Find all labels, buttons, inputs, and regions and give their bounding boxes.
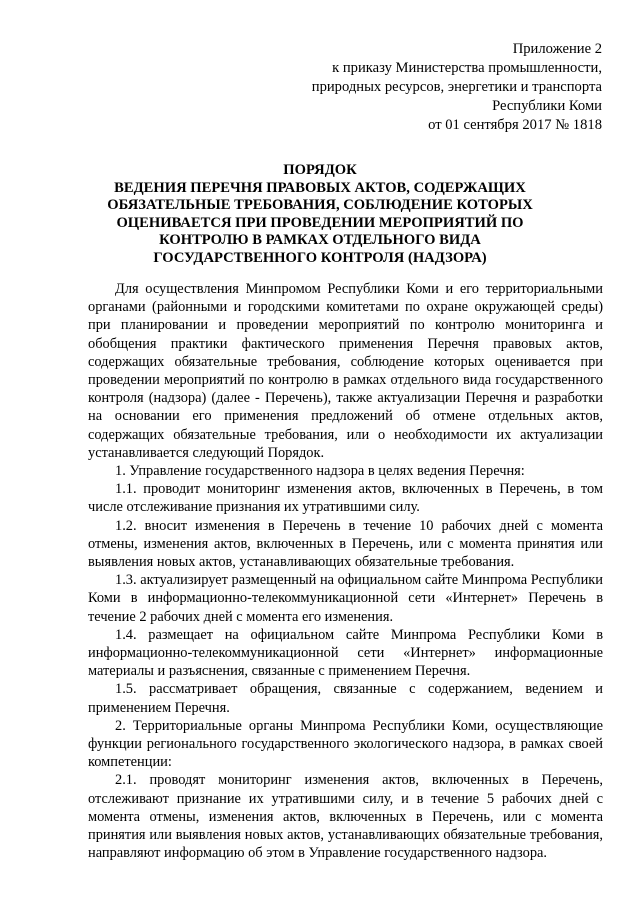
title-line: ОБЯЗАТЕЛЬНЫЕ ТРЕБОВАНИЯ, СОБЛЮДЕНИЕ КОТОРЫХ bbox=[107, 197, 533, 213]
clause-1: 1. Управление государственного надзора в целях ведения Перечня: bbox=[115, 463, 525, 480]
title-line: ПОРЯДОК bbox=[283, 162, 357, 178]
appendix-line: Приложение 2 bbox=[512, 41, 602, 57]
clause-1-2: 1.2. вносит изменения в Перечень в течение 10 рабочих дней с момента отмены, изменения актов, включенных в Перечень, или с момента принятия или выявления новых актов, устанавливающих обязательные требования. bbox=[88, 517, 603, 571]
clause-1-5: 1.5. рассматривает обращения, связанные с содержанием, ведением и применением Перечня. bbox=[88, 681, 603, 716]
document-title bbox=[90, 162, 550, 267]
clause-2-1: 2.1. проводят мониторинг изменения актов, включенных в Перечень, отслеживают признание их утратившими силу, и в течение 5 рабочих дней с момента отмены, изменения актов, включенных в Перечень, или с момента принятия или выявления новых актов, устанавливающих обязательные требования, направляют информацию об этом в Управление государственного надзора. bbox=[88, 772, 603, 862]
clause-1-1: 1.1. проводит мониторинг изменения актов, включенных в Перечень, в том числе отслеживание признания их утратившими силу. bbox=[88, 481, 603, 516]
appendix-line: природных ресурсов, энергетики и транспорта bbox=[311, 79, 602, 95]
title-line: ГОСУДАРСТВЕННОГО КОНТРОЛЯ (НАДЗОРА) bbox=[153, 249, 487, 266]
appendix-line: Республики Коми bbox=[492, 98, 602, 114]
title-line: ОЦЕНИВАЕТСЯ ПРИ ПРОВЕДЕНИИ МЕРОПРИЯТИЙ ПО bbox=[116, 214, 524, 231]
appendix-header bbox=[312, 40, 602, 135]
appendix-line: к приказу Министерства промышленности, bbox=[332, 60, 602, 76]
title-line: КОНТРОЛЮ В РАМКАХ ОТДЕЛЬНОГО ВИДА bbox=[159, 232, 481, 248]
clause-1-4: 1.4. размещает на официальном сайте Минпрома Республики Коми в информационно-телекоммуникационной сети «Интернет» информационные материалы и разъяснения, связанные с применением Перечня. bbox=[88, 626, 603, 680]
intro-paragraph: Для осуществления Минпромом Республики Коми и его территориальными органами (районными и городскими комитетами по охране окружающей среды) при планировании и проведении мероприятий по контролю мониторинга и обобщения практики фактического применения Перечня правовых актов, содержащих обязательные требования, соблюдение которых оценивается при проведении мероприятий по контролю в рамках отдельного вида государственного контроля (надзора) (далее - Перечень), также актуализации Перечня и разработки на основании его применения предложений об отмене отдельных актов, содержащих обязательные требования, или о необходимости их актуализации устанавливается следующий Порядок. bbox=[88, 281, 603, 461]
document-body bbox=[88, 280, 603, 863]
clause-2: 2. Территориальные органы Минпрома Республики Коми, осуществляющие функции регионального государственного экологического надзора, в рамках своей компетенции: bbox=[88, 717, 603, 771]
title-line: ВЕДЕНИЯ ПЕРЕЧНЯ ПРАВОВЫХ АКТОВ, СОДЕРЖАЩИХ bbox=[114, 179, 526, 196]
clause-1-3: 1.3. актуализирует размещенный на официальном сайте Минпрома Республики Коми в информационно-телекоммуникационной сети «Интернет» Перечень в течение 2 рабочих дней с момента его изменения. bbox=[88, 572, 603, 625]
appendix-line: от 01 сентября 2017 № 1818 bbox=[428, 117, 602, 133]
